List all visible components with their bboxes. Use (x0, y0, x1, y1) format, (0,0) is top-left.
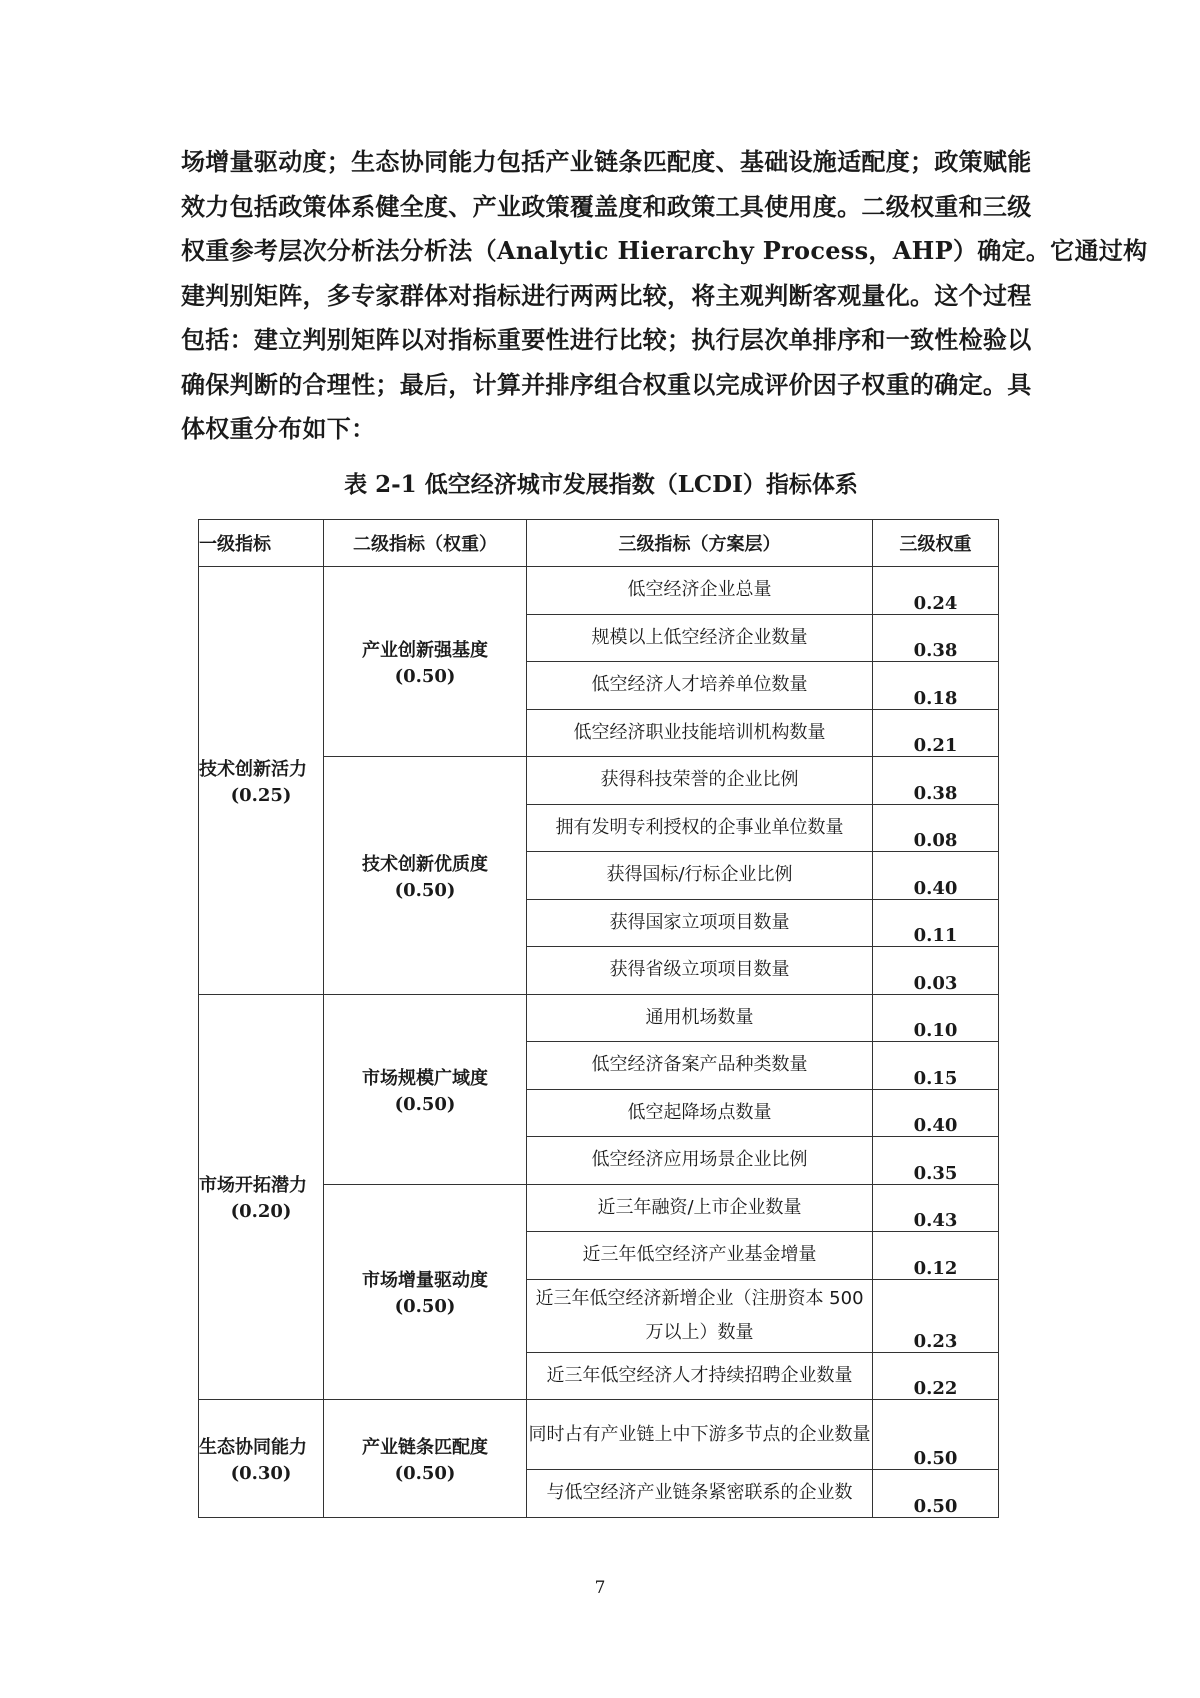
level3-name: 获得省级立项项目数量 (527, 947, 873, 995)
page-number: 7 (594, 1578, 606, 1598)
level1-weight: (0.20) (230, 1201, 292, 1223)
level3-name: 拥有发明专利授权的企事业单位数量 (527, 804, 873, 852)
level3-weight: 0.03 (873, 947, 999, 995)
level2-weight: (0.50) (394, 879, 456, 901)
level3-name: 规模以上低空经济企业数量 (527, 614, 873, 662)
level2-weight: (0.50) (394, 1093, 456, 1115)
level3-name: 低空经济备案产品种类数量 (527, 1042, 873, 1090)
level3-weight: 0.40 (873, 852, 999, 900)
level3-weight: 0.40 (873, 1089, 999, 1137)
level2-name: 产业创新强基度 (362, 640, 488, 661)
level1-weight: (0.30) (230, 1462, 292, 1484)
level3-name: 低空经济人才培养单位数量 (527, 662, 873, 710)
level3-weight: 0.10 (873, 994, 999, 1042)
level3-weight: 0.38 (873, 757, 999, 805)
level3-name: 近三年低空经济产业基金增量 (527, 1232, 873, 1280)
level3-weight: 0.50 (873, 1470, 999, 1518)
level3-name: 低空起降场点数量 (527, 1089, 873, 1137)
level2-name: 产业链条匹配度 (362, 1436, 488, 1458)
level3-name: 同时占有产业链上中下游多节点的企业数量 (527, 1400, 873, 1470)
level3-weight: 0.23 (873, 1279, 999, 1352)
header-level2: 二级指标（权重） (324, 520, 527, 567)
level3-name: 通用机场数量 (527, 994, 873, 1042)
level3-name: 低空经济职业技能培训机构数量 (527, 709, 873, 757)
level3-name: 获得科技荣誉的企业比例 (527, 757, 873, 805)
level3-weight: 0.18 (873, 662, 999, 710)
level1-cell (199, 567, 324, 995)
paragraph-line: 包括：建立判别矩阵以对指标重要性进行比较；执行层次单排序和一致性检验以 (181, 325, 1032, 354)
paragraph-line: 场增量驱动度；生态协同能力包括产业链条匹配度、基础设施适配度；政策赋能 (181, 147, 1032, 176)
level1-name: 生态协同能力 (199, 1436, 307, 1458)
level2-name: 技术创新优质度 (362, 853, 488, 875)
level3-name: 获得国家立项项目数量 (527, 899, 873, 947)
paragraph-line: 效力包括政策体系健全度、产业政策覆盖度和政策工具使用度。二级权重和三级 (181, 191, 1032, 221)
level3-name: 近三年低空经济人才持续招聘企业数量 (527, 1352, 873, 1400)
table-row (199, 1400, 999, 1470)
level3-name: 近三年融资/上市企业数量 (527, 1184, 873, 1232)
table-caption: 表 2-1 低空经济城市发展指数（LCDI）指标体系 (344, 471, 858, 498)
level3-weight: 0.11 (873, 899, 999, 947)
level2-cell (324, 757, 527, 995)
level1-name: 市场开拓潜力 (199, 1175, 307, 1197)
paragraph-line: 建判别矩阵，多专家群体对指标进行两两比较，将主观判断客观量化。这个过程 (181, 280, 1032, 310)
level3-name: 近三年低空经济新增企业（注册资本 500 万以上）数量 (527, 1279, 873, 1352)
table-row (199, 567, 999, 615)
level3-name: 低空经济应用场景企业比例 (527, 1137, 873, 1185)
indicator-table (198, 519, 999, 1518)
level2-name: 市场增量驱动度 (362, 1270, 488, 1292)
level1-weight: (0.25) (230, 784, 292, 806)
level2-weight: (0.50) (394, 1296, 456, 1318)
level3-weight: 0.08 (873, 804, 999, 852)
level3-weight: 0.21 (873, 709, 999, 757)
table-row (199, 994, 999, 1042)
level2-weight: (0.50) (394, 666, 456, 687)
level3-weight: 0.24 (873, 567, 999, 615)
level2-weight: (0.50) (394, 1462, 456, 1484)
level1-cell (199, 994, 324, 1400)
header-weight: 三级权重 (873, 520, 999, 567)
level1-name: 技术创新活力 (199, 758, 307, 780)
header-level3: 三级指标（方案层） (527, 520, 873, 567)
level3-weight: 0.43 (873, 1184, 999, 1232)
level3-weight: 0.38 (873, 614, 999, 662)
level2-cell (324, 1400, 527, 1518)
level3-name: 获得国标/行标企业比例 (527, 852, 873, 900)
level3-name: 与低空经济产业链条紧密联系的企业数 (527, 1470, 873, 1518)
level3-weight: 0.50 (873, 1400, 999, 1470)
level1-cell (199, 1400, 324, 1518)
paragraph-line: 权重参考层次分析法分析法（Analytic Hierarchy Process，AHP）确定。它通过构 (181, 236, 1148, 265)
level3-weight: 0.35 (873, 1137, 999, 1185)
level2-cell (324, 994, 527, 1184)
header-level1: 一级指标 (199, 520, 324, 567)
level2-cell (324, 567, 527, 757)
level3-name: 低空经济企业总量 (527, 567, 873, 615)
level3-weight: 0.22 (873, 1352, 999, 1400)
level3-weight: 0.15 (873, 1042, 999, 1090)
body-paragraph (181, 140, 1148, 452)
table-header-row (199, 520, 999, 567)
level2-name: 市场规模广域度 (362, 1067, 488, 1089)
level2-cell (324, 1184, 527, 1400)
level3-weight: 0.12 (873, 1232, 999, 1280)
paragraph-line: 确保判断的合理性；最后，计算并排序组合权重以完成评价因子权重的确定。具 (181, 369, 1032, 399)
paragraph-line: 体权重分布如下： (181, 414, 376, 443)
